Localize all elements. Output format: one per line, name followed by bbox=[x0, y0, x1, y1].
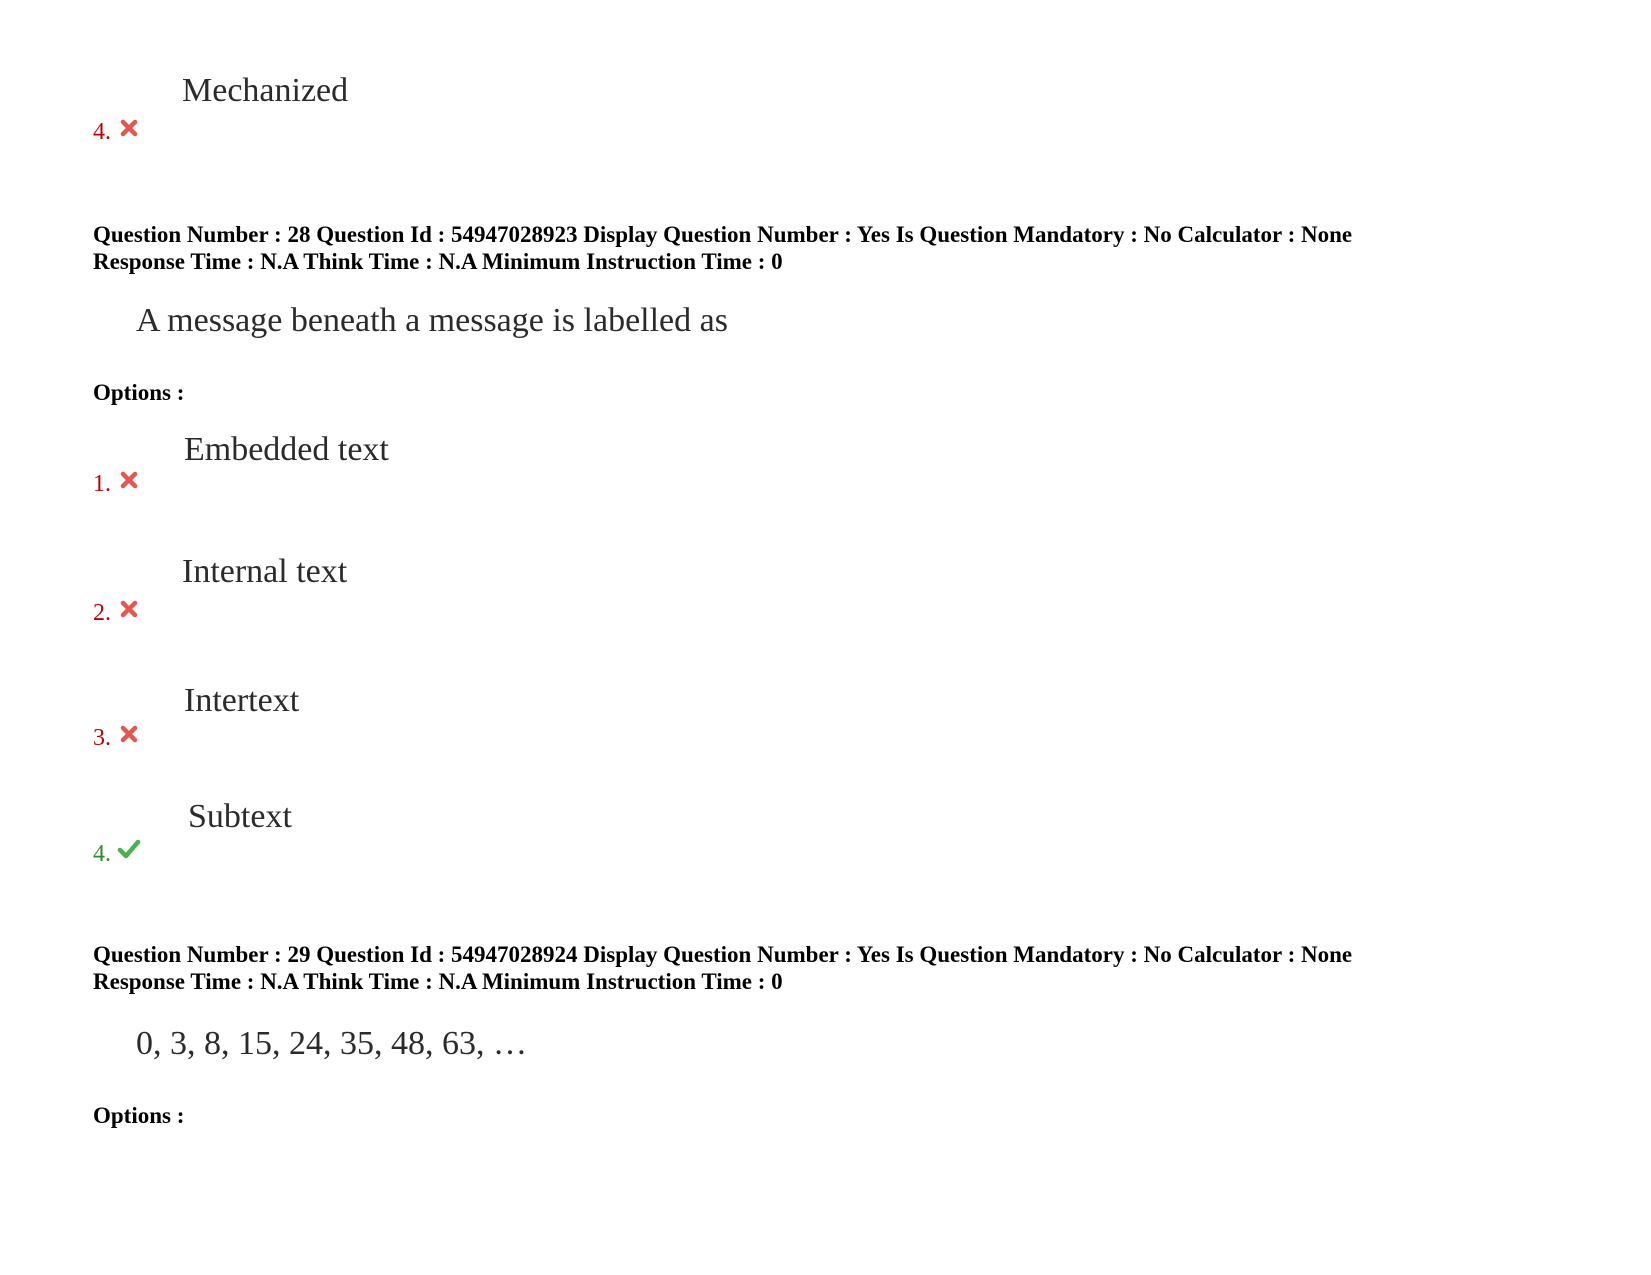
options-label: Options : bbox=[93, 380, 185, 405]
option-text: Internal text bbox=[182, 553, 348, 590]
option-row bbox=[93, 601, 111, 625]
cross-icon bbox=[119, 599, 139, 619]
option-row bbox=[93, 842, 111, 866]
option-number: 2. bbox=[93, 600, 111, 626]
question-meta-line1: Question Number : 29 Question Id : 54947028924 Display Question Number : Yes Is Question Mandatory : No Calculator : None bbox=[93, 942, 1353, 967]
option-number: 1. bbox=[93, 471, 111, 497]
question-text: A message beneath a message is labelled as bbox=[136, 302, 728, 339]
option-row bbox=[93, 472, 111, 496]
option-text: Subtext bbox=[188, 798, 292, 835]
question-meta-line1: Question Number : 28 Question Id : 54947028923 Display Question Number : Yes Is Question Mandatory : No Calculator : None bbox=[93, 222, 1353, 247]
cross-icon bbox=[119, 470, 139, 490]
option-text: Intertext bbox=[184, 682, 300, 719]
cross-icon bbox=[119, 118, 139, 138]
option-number: 4. bbox=[93, 841, 111, 867]
option-row bbox=[93, 120, 111, 144]
option-number: 3. bbox=[93, 725, 111, 751]
option-row bbox=[93, 726, 111, 750]
check-icon bbox=[117, 838, 141, 860]
option-text: Embedded text bbox=[184, 431, 389, 468]
options-label: Options : bbox=[93, 1103, 185, 1128]
question-meta-line2: Response Time : N.A Think Time : N.A Minimum Instruction Time : 0 bbox=[93, 969, 783, 994]
question-meta-line2: Response Time : N.A Think Time : N.A Minimum Instruction Time : 0 bbox=[93, 249, 783, 274]
option-number: 4. bbox=[93, 119, 111, 145]
cross-icon bbox=[119, 724, 139, 744]
question-text: 0, 3, 8, 15, 24, 35, 48, 63, … bbox=[136, 1025, 527, 1062]
option-text: Mechanized bbox=[182, 72, 349, 109]
